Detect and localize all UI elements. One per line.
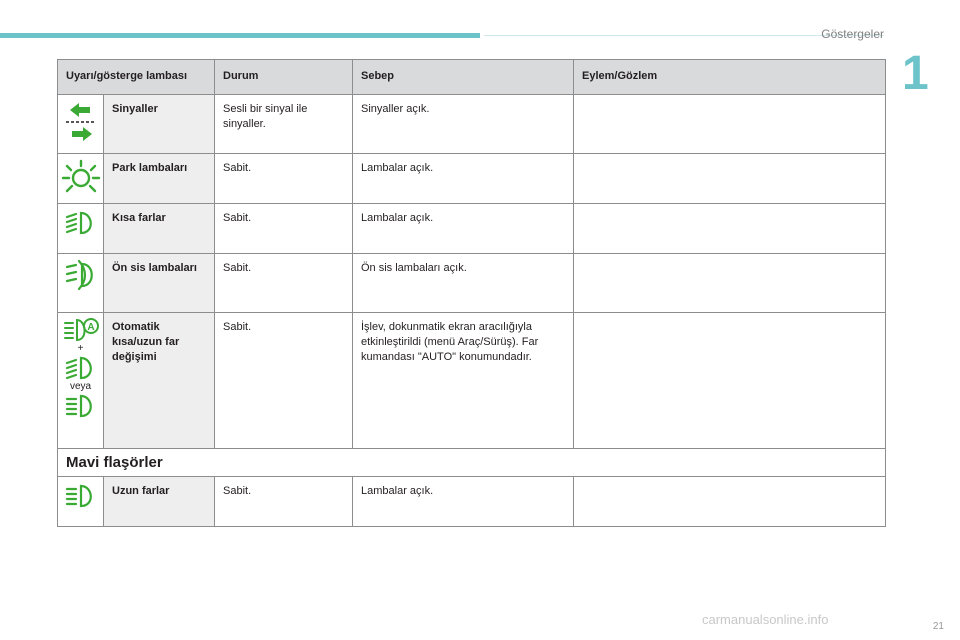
connector-or: veya	[69, 381, 92, 392]
lamp-status: Sabit.	[215, 254, 353, 313]
lamp-action	[574, 154, 886, 204]
column-header-lamp: Uyarı/gösterge lambası	[58, 60, 215, 95]
lamp-cause: Ön sis lambaları açık.	[353, 254, 574, 313]
svg-text:A: A	[86, 322, 95, 333]
lamp-cause: Sinyaller açık.	[353, 95, 574, 154]
lamp-name: Kısa farlar	[104, 204, 215, 254]
column-header-action: Eylem/Gözlem	[574, 60, 886, 95]
main-beam-icon	[63, 481, 99, 511]
turn-signal-icon	[63, 99, 99, 145]
section-title: Göstergeler	[821, 27, 884, 41]
table-row	[58, 477, 886, 527]
lamp-action	[574, 95, 886, 154]
lamp-cause: Lambalar açık.	[353, 477, 574, 527]
lamp-cause: Lambalar açık.	[353, 204, 574, 254]
lamp-name: Park lambaları	[104, 154, 215, 204]
lamp-action	[574, 313, 886, 449]
table-row	[58, 154, 886, 204]
lamp-cause: Lambalar açık.	[353, 154, 574, 204]
dipped-beam-icon	[63, 355, 99, 381]
lamp-action	[574, 204, 886, 254]
group-title: Mavi flaşörler	[58, 449, 886, 477]
lamp-status: Sabit.	[215, 154, 353, 204]
lamp-action	[574, 477, 886, 527]
front-fog-lamp-icon	[63, 258, 99, 292]
column-header-cause: Sebep	[353, 60, 574, 95]
main-beam-icon	[63, 393, 99, 419]
lamp-cause: İşlev, dokunmatik ekran aracılığıyla etkinleştirildi (menü Araç/Sürüş). Far kumandası "AUTO" konumundadır.	[353, 313, 574, 449]
connector-plus: +	[77, 343, 84, 354]
lamp-name: Otomatik kısa/uzun far değişimi	[104, 313, 215, 449]
row-icon-cell	[58, 313, 104, 449]
watermark-text: carmanualsonline.info	[702, 612, 829, 627]
lamp-name: Uzun farlar	[104, 477, 215, 527]
row-icon-cell	[58, 95, 104, 154]
chapter-number: 1	[902, 47, 929, 100]
table-row	[58, 204, 886, 254]
dipped-beam-icon	[63, 208, 99, 238]
row-icon-cell	[58, 204, 104, 254]
lamp-name: Sinyaller	[104, 95, 215, 154]
lamp-status: Sabit.	[215, 204, 353, 254]
lamp-action	[574, 254, 886, 313]
group-heading-row	[58, 449, 886, 477]
table-row	[58, 95, 886, 154]
header-accent-bar	[0, 33, 480, 38]
lamp-status: Sesli bir sinyal ile sinyaller.	[215, 95, 353, 154]
auto-beam-icon	[62, 317, 100, 343]
column-header-status: Durum	[215, 60, 353, 95]
table-header-row	[58, 60, 886, 95]
row-icon-cell	[58, 254, 104, 313]
lamp-status: Sabit.	[215, 477, 353, 527]
table-row	[58, 254, 886, 313]
lamp-name: Ön sis lambaları	[104, 254, 215, 313]
warning-lamps-table	[57, 59, 886, 527]
lamp-status: Sabit.	[215, 313, 353, 449]
row-icon-cell	[58, 477, 104, 527]
parking-lamp-icon	[61, 158, 101, 198]
page-number: 21	[932, 621, 944, 632]
row-icon-cell	[58, 154, 104, 204]
table-row	[58, 313, 886, 449]
